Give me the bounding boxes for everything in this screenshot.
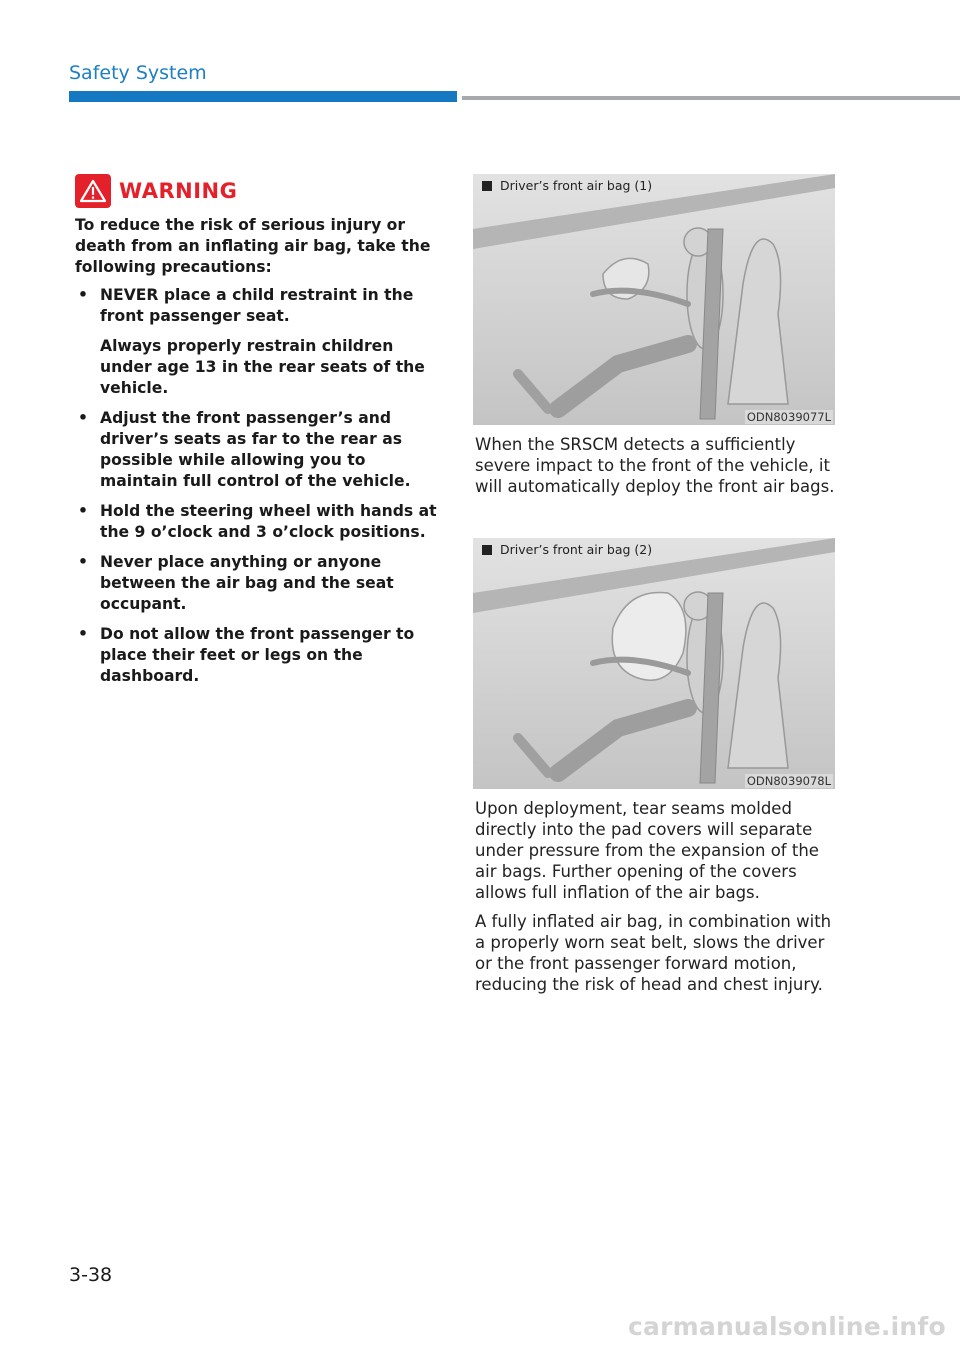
warning-title: WARNING [119, 179, 238, 203]
bullet-icon: • [78, 502, 88, 520]
warning-list-item [75, 624, 445, 687]
airbag-figure-2 [473, 538, 835, 789]
warning-list-item [75, 285, 445, 399]
caption-square-icon [482, 545, 492, 555]
figure-caption [482, 178, 652, 193]
bullet-icon: • [78, 553, 88, 571]
warning-list-item [75, 408, 445, 492]
airbag-illustration-2 [473, 538, 835, 789]
warning-triangle-icon [75, 174, 111, 208]
page-number: 3-38 [69, 1264, 113, 1286]
caption-square-icon [482, 181, 492, 191]
body-paragraph-1 [475, 434, 840, 497]
warning-list-item [75, 552, 445, 615]
figure-code: ODN8039078L [746, 774, 831, 788]
header-rule-accent [69, 91, 457, 102]
paragraph: A fully inflated air bag, in combination with a properly worn seat belt, slows the driver or the front passenger forward motion, reducing the risk of head and chest injury. [475, 912, 832, 994]
warning-item-text: Never place anything or anyone between the air bag and the seat occupant. [100, 553, 394, 613]
airbag-illustration-1 [473, 174, 835, 425]
warning-item-text: Adjust the front passenger’s and driver’s seats as far to the rear as possible while allowing you to maintain full control of the vehicle. [100, 409, 411, 490]
watermark: carmanualsonline.info [628, 1312, 946, 1341]
paragraph: Upon deployment, tear seams molded directly into the pad covers will separate under pressure from the expansion of the air bags. Further opening of the covers allows full inflation of the air bags. [475, 799, 819, 902]
warning-heading [75, 172, 445, 210]
warning-list-item [75, 501, 445, 543]
figure-caption [482, 542, 652, 557]
section-title: Safety System [69, 62, 207, 84]
warning-box [75, 172, 445, 696]
bullet-icon: • [78, 625, 88, 643]
paragraph: When the SRSCM detects a sufficiently severe impact to the front of the vehicle, it will automatically deploy the front air bags. [475, 435, 835, 496]
figure-code: ODN8039077L [746, 410, 831, 424]
warning-item-text: NEVER place a child restraint in the front passenger seat. [100, 286, 414, 325]
warning-list [75, 285, 445, 687]
figure-caption-text: Driver’s front air bag (2) [500, 542, 653, 557]
warning-item-text: Hold the steering wheel with hands at the 9 o’clock and 3 o’clock positions. [100, 502, 437, 541]
figure-caption-text: Driver’s front air bag (1) [500, 178, 653, 193]
bullet-icon: • [78, 409, 88, 427]
warning-item-text: Do not allow the front passenger to place their feet or legs on the dashboard. [100, 625, 415, 685]
warning-item-subtext: Always properly restrain children under age 13 in the rear seats of the vehicle. [100, 337, 425, 397]
body-paragraph-2 [475, 798, 840, 995]
warning-intro: To reduce the risk of serious injury or death from an inflating air bag, take the following precautions: [75, 216, 431, 276]
header-rule-gray [462, 96, 960, 100]
bullet-icon: • [78, 286, 88, 304]
airbag-figure-1 [473, 174, 835, 425]
